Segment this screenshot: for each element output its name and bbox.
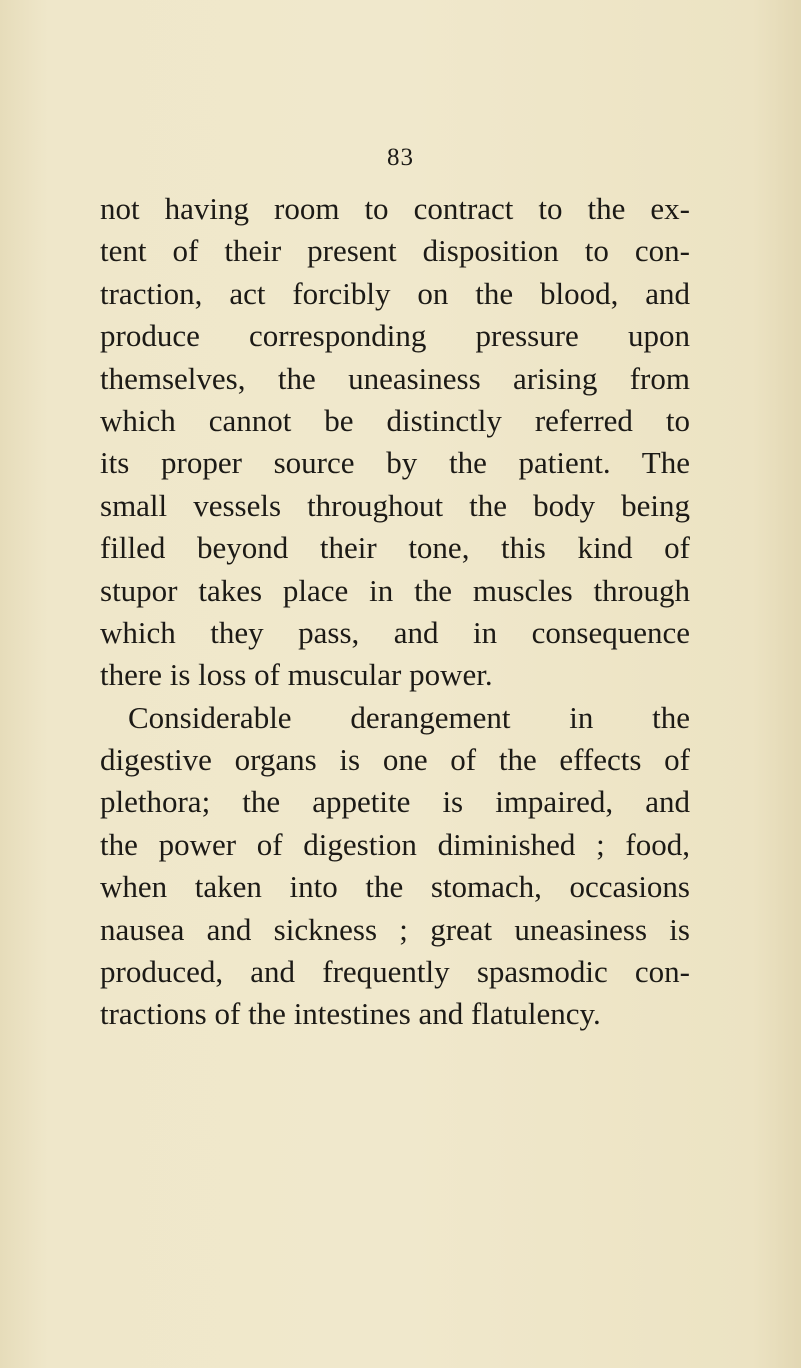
text-line: tent of their present disposition to con- bbox=[100, 233, 690, 269]
body-text bbox=[100, 188, 690, 1036]
text-line: Considerable derangement in the bbox=[128, 699, 690, 735]
text-line: which they pass, and in consequence bbox=[100, 614, 690, 650]
text-line: which cannot be distinctly referred to bbox=[100, 402, 690, 438]
text-line: traction, act forcibly on the blood, and bbox=[100, 275, 690, 311]
text-line: digestive organs is one of the effects of bbox=[100, 742, 690, 778]
text-line: small vessels throughout the body being bbox=[100, 487, 690, 523]
text-line: when taken into the stomach, occasions bbox=[100, 869, 690, 905]
text-line: filled beyond their tone, this kind of bbox=[100, 530, 690, 566]
text-line: its proper source by the patient. The bbox=[100, 445, 690, 481]
text-line: the power of digestion diminished ; food, bbox=[100, 826, 690, 862]
page-number: 83 bbox=[387, 144, 414, 171]
text-line: themselves, the uneasiness arising from bbox=[100, 360, 690, 396]
text-line: stupor takes place in the muscles through bbox=[100, 572, 690, 608]
text-line: produce corresponding pressure upon bbox=[100, 318, 690, 354]
text-line: nausea and sickness ; great uneasiness is bbox=[100, 911, 690, 947]
text-line: tractions of the intestines and flatulency. bbox=[100, 996, 601, 1032]
text-line: produced, and frequently spasmodic con- bbox=[100, 954, 690, 990]
text-line: plethora; the appetite is impaired, and bbox=[100, 784, 690, 820]
text-line: there is loss of muscular power. bbox=[100, 657, 493, 693]
text-line: not having room to contract to the ex- bbox=[100, 191, 690, 226]
